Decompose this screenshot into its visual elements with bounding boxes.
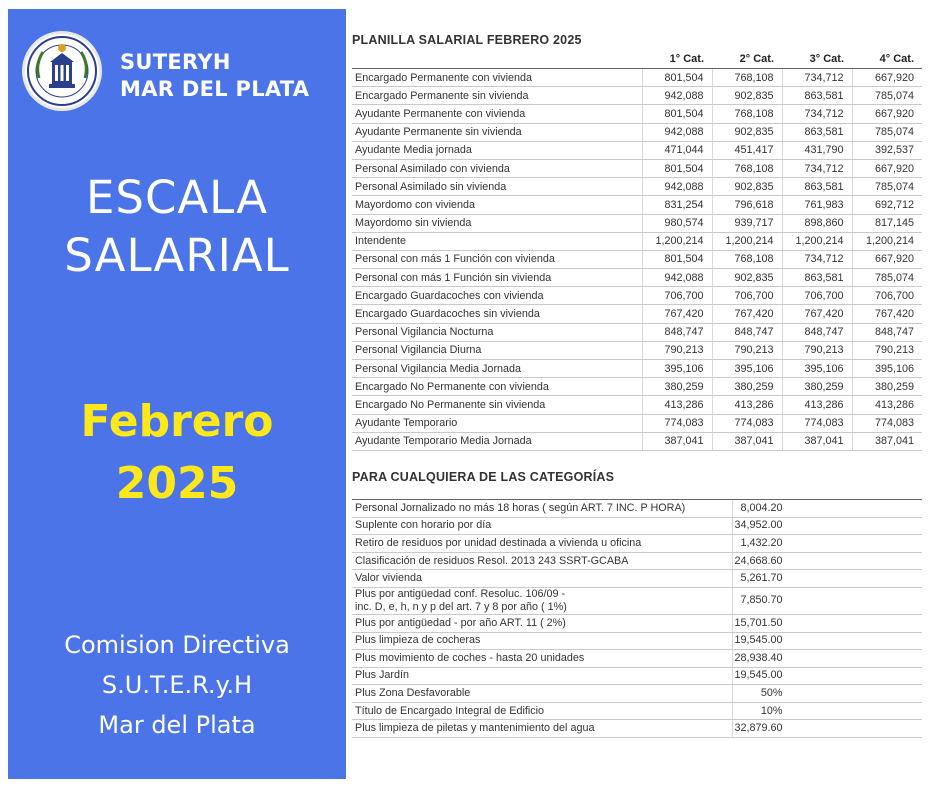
salary-cat3: 734,712 [782, 250, 852, 268]
salary-cat3: 734,712 [782, 159, 852, 177]
row-value-cell [732, 587, 922, 614]
row-value: 10% [760, 704, 783, 717]
table-row [352, 214, 922, 232]
salary-cat3: 387,041 [782, 432, 852, 450]
row-label-line: Plus limpieza de piletas y mantenimiento del agua [355, 722, 595, 735]
table-row [352, 269, 922, 287]
salary-cat1: 1,200,214 [642, 232, 712, 250]
table-row [352, 702, 922, 720]
salary-cat1: 790,213 [642, 341, 712, 359]
row-label [352, 614, 732, 632]
table-row [352, 587, 922, 614]
table-row [352, 159, 922, 177]
table-row [352, 178, 922, 196]
row-label [352, 632, 732, 650]
row-label-line: Plus por antigüedad conf. Resoluc. 106/09 - [355, 587, 566, 600]
header-blank [352, 50, 642, 69]
salary-cat2: 902,835 [712, 123, 782, 141]
row-label-line: Personal Jornalizado no más 18 horas ( según ART. 7 INC. P HORA) [355, 501, 686, 514]
row-label: Mayordomo sin vivienda [352, 214, 642, 232]
row-label: Ayudante Permanente con vivienda [352, 105, 642, 123]
period [8, 391, 346, 515]
salary-cat4: 790,213 [852, 341, 922, 359]
row-value: 28,938.40 [734, 651, 783, 664]
row-value: 19,545.00 [734, 634, 783, 647]
salary-table-title: PLANILLA SALARIAL FEBRERO 2025 [352, 33, 582, 47]
row-label-line: Plus Jardín [355, 669, 410, 682]
salary-cat2: 767,420 [712, 305, 782, 323]
row-value: 1,432.20 [740, 536, 783, 549]
table-row [352, 360, 922, 378]
general-table-title: PARA CUALQUIERA DE LAS CATEGORÍAS [352, 469, 615, 484]
commission-line3: Mar del Plata [98, 711, 256, 739]
row-value-cell [732, 650, 922, 668]
salary-cat4: 667,920 [852, 250, 922, 268]
row-label [352, 587, 732, 614]
salary-table [352, 50, 922, 451]
salary-cat1: 471,044 [642, 141, 712, 159]
salary-cat3: 767,420 [782, 305, 852, 323]
salary-cat4: 387,041 [852, 432, 922, 450]
salary-header-row [352, 50, 922, 69]
table-row [352, 432, 922, 450]
row-label: Personal Vigilancia Media Jornada [352, 360, 642, 378]
table-row [352, 685, 922, 703]
salary-cat2: 848,747 [712, 323, 782, 341]
salary-cat3: 395,106 [782, 360, 852, 378]
salary-cat1: 380,259 [642, 378, 712, 396]
table-row [352, 287, 922, 305]
salary-cat3: 380,259 [782, 378, 852, 396]
row-label-line: Plus Zona Desfavorable [355, 687, 471, 700]
salary-cat2: 706,700 [712, 287, 782, 305]
salary-cat4: 667,920 [852, 69, 922, 87]
salary-cat1: 774,083 [642, 414, 712, 432]
row-label: Ayudante Temporario [352, 414, 642, 432]
row-value: 34,952.00 [734, 519, 783, 532]
row-label [352, 720, 732, 738]
table-row [352, 552, 922, 570]
salary-cat3: 863,581 [782, 87, 852, 105]
row-value-cell [732, 552, 922, 570]
header-cat3: 3° Cat. [782, 50, 852, 69]
salary-cat2: 413,286 [712, 396, 782, 414]
salary-cat1: 848,747 [642, 323, 712, 341]
table-row [352, 396, 922, 414]
row-label-line: Plus por antigüedad - por año ART. 11 ( 2%) [355, 616, 566, 629]
row-label-line: Valor vivienda [355, 572, 423, 585]
row-label [352, 650, 732, 668]
table-row [352, 535, 922, 553]
row-label: Ayudante Media jornada [352, 141, 642, 159]
table-row [352, 141, 922, 159]
table-row [352, 250, 922, 268]
table-row [352, 87, 922, 105]
row-value-cell [732, 720, 922, 738]
salary-cat3: 863,581 [782, 178, 852, 196]
table-row [352, 123, 922, 141]
org-name [120, 49, 309, 103]
salary-cat1: 801,504 [642, 159, 712, 177]
org-name-line1: SUTERYH [120, 50, 231, 74]
row-label [352, 517, 732, 535]
row-value-cell [732, 667, 922, 685]
salary-cat1: 942,088 [642, 87, 712, 105]
salary-cat4: 395,106 [852, 360, 922, 378]
row-label: Encargado Permanente con vivienda [352, 69, 642, 87]
salary-cat1: 413,286 [642, 396, 712, 414]
general-table-body [352, 499, 922, 737]
row-label: Personal con más 1 Función con vivienda [352, 250, 642, 268]
row-value: 15,701.50 [734, 616, 783, 629]
salary-cat4: 1,200,214 [852, 232, 922, 250]
salary-cat2: 796,618 [712, 196, 782, 214]
table-row [352, 69, 922, 87]
row-value: 7,850.70 [740, 594, 783, 607]
row-value: 24,668.60 [734, 554, 783, 567]
row-label: Ayudante Permanente sin vivienda [352, 123, 642, 141]
header-cat2: 2° Cat. [712, 50, 782, 69]
commission-line1: Comision Directiva [64, 631, 290, 659]
salary-cat1: 387,041 [642, 432, 712, 450]
salary-cat3: 863,581 [782, 123, 852, 141]
org-name-line2: MAR DEL PLATA [120, 77, 310, 101]
row-value: 19,545.00 [734, 669, 783, 682]
period-month: Febrero [80, 396, 274, 447]
row-label-line: Retiro de residuos por unidad destinada a vivienda u oficina [355, 536, 642, 549]
salary-cat2: 768,108 [712, 69, 782, 87]
salary-cat3: 734,712 [782, 105, 852, 123]
row-value-cell [732, 517, 922, 535]
table-row [352, 196, 922, 214]
header-cat4: 4° Cat. [852, 50, 922, 69]
salary-cat3: 706,700 [782, 287, 852, 305]
salary-cat2: 902,835 [712, 269, 782, 287]
row-label-line: Suplente con horario por día [355, 519, 492, 532]
tables-area [352, 30, 927, 738]
salary-cat3: 1,200,214 [782, 232, 852, 250]
salary-cat1: 801,504 [642, 69, 712, 87]
row-value: 32,879.60 [734, 722, 783, 735]
row-label-line: inc. D, e, h, n y p del art. 7 y 8 por año ( 1%) [355, 600, 567, 613]
row-label-line: Clasificación de residuos Resol. 2013 243 SSRT-GCABA [355, 554, 629, 567]
row-label: Encargado No Permanente con vivienda [352, 378, 642, 396]
salary-cat3: 761,983 [782, 196, 852, 214]
row-value-cell [732, 685, 922, 703]
table-row [352, 341, 922, 359]
salary-cat3: 431,790 [782, 141, 852, 159]
period-year: 2025 [115, 458, 239, 509]
table-row [352, 305, 922, 323]
salary-cat4: 413,286 [852, 396, 922, 414]
row-value-cell [732, 570, 922, 588]
union-logo [22, 31, 102, 111]
salary-cat4: 692,712 [852, 196, 922, 214]
row-label: Personal con más 1 Función sin vivienda [352, 269, 642, 287]
row-label: Personal Asimilado con vivienda [352, 159, 642, 177]
salary-cat4: 817,145 [852, 214, 922, 232]
salary-cat2: 768,108 [712, 250, 782, 268]
header-cat1: 1° Cat. [642, 50, 712, 69]
row-label: Encargado Guardacoches sin vivienda [352, 305, 642, 323]
row-value-cell [732, 632, 922, 650]
salary-cat4: 785,074 [852, 178, 922, 196]
salary-cat3: 413,286 [782, 396, 852, 414]
table-row [352, 614, 922, 632]
row-label [352, 685, 732, 703]
salary-cat4: 706,700 [852, 287, 922, 305]
salary-cat2: 774,083 [712, 414, 782, 432]
table-row [352, 650, 922, 668]
row-value: 5,261.70 [740, 572, 783, 585]
salary-cat2: 451,417 [712, 141, 782, 159]
salary-cat2: 768,108 [712, 159, 782, 177]
row-label: Personal Asimilado sin vivienda [352, 178, 642, 196]
salary-cat4: 785,074 [852, 87, 922, 105]
row-value-cell [732, 614, 922, 632]
row-label [352, 702, 732, 720]
row-label: Personal Vigilancia Diurna [352, 341, 642, 359]
row-label [352, 570, 732, 588]
row-label [352, 552, 732, 570]
left-panel [8, 9, 346, 779]
salary-cat2: 1,200,214 [712, 232, 782, 250]
row-value-cell [732, 499, 922, 517]
table-row [352, 632, 922, 650]
salary-cat4: 380,259 [852, 378, 922, 396]
salary-cat4: 667,920 [852, 105, 922, 123]
row-label: Ayudante Temporario Media Jornada [352, 432, 642, 450]
row-label-line: Título de Encargado Integral de Edificio [355, 704, 545, 717]
salary-cat1: 801,504 [642, 105, 712, 123]
salary-cat1: 980,574 [642, 214, 712, 232]
table-row [352, 667, 922, 685]
salary-cat4: 667,920 [852, 159, 922, 177]
salary-cat1: 831,254 [642, 196, 712, 214]
row-label [352, 667, 732, 685]
table-row [352, 323, 922, 341]
table-row [352, 105, 922, 123]
salary-cat2: 380,259 [712, 378, 782, 396]
row-value-cell [732, 535, 922, 553]
table-row [352, 232, 922, 250]
row-label [352, 535, 732, 553]
row-label: Encargado Permanente sin vivienda [352, 87, 642, 105]
salary-cat3: 848,747 [782, 323, 852, 341]
salary-cat2: 395,106 [712, 360, 782, 378]
salary-cat2: 790,213 [712, 341, 782, 359]
salary-table-body [352, 69, 922, 451]
row-label: Intendente [352, 232, 642, 250]
table-row [352, 720, 922, 738]
table-row [352, 414, 922, 432]
salary-cat4: 848,747 [852, 323, 922, 341]
row-label [352, 499, 732, 517]
salary-cat1: 942,088 [642, 178, 712, 196]
table-row [352, 378, 922, 396]
row-label: Personal Vigilancia Nocturna [352, 323, 642, 341]
salary-cat1: 942,088 [642, 269, 712, 287]
salary-cat2: 768,108 [712, 105, 782, 123]
title-line1: ESCALA [85, 171, 269, 224]
table-row [352, 570, 922, 588]
salary-cat4: 392,537 [852, 141, 922, 159]
salary-cat3: 734,712 [782, 69, 852, 87]
salary-cat3: 863,581 [782, 269, 852, 287]
row-label-line: Plus movimiento de coches - hasta 20 unidades [355, 651, 585, 664]
salary-cat1: 706,700 [642, 287, 712, 305]
table-row [352, 499, 922, 517]
row-label: Mayordomo con vivienda [352, 196, 642, 214]
salary-cat4: 785,074 [852, 123, 922, 141]
row-value: 8,004.20 [740, 501, 783, 514]
salary-cat3: 790,213 [782, 341, 852, 359]
title-line2: SALARIAL [64, 229, 290, 282]
union-logo-emblem [25, 34, 99, 108]
salary-cat4: 785,074 [852, 269, 922, 287]
salary-cat1: 942,088 [642, 123, 712, 141]
row-label: Encargado Guardacoches con vivienda [352, 287, 642, 305]
salary-cat3: 898,860 [782, 214, 852, 232]
salary-cat2: 387,041 [712, 432, 782, 450]
salary-cat2: 902,835 [712, 87, 782, 105]
salary-cat2: 902,835 [712, 178, 782, 196]
salary-cat1: 395,106 [642, 360, 712, 378]
salary-cat3: 774,083 [782, 414, 852, 432]
page-title [8, 169, 346, 285]
row-value-cell [732, 702, 922, 720]
salary-cat2: 939,717 [712, 214, 782, 232]
commission-line2: S.U.T.E.R.y.H [101, 671, 253, 699]
table-row [352, 517, 922, 535]
commission-signature [8, 625, 346, 745]
salary-cat1: 767,420 [642, 305, 712, 323]
row-label-line: Plus limpieza de cocheras [355, 634, 481, 647]
row-value: 50% [760, 687, 783, 700]
general-table [352, 499, 922, 738]
salary-cat1: 801,504 [642, 250, 712, 268]
salary-cat4: 774,083 [852, 414, 922, 432]
salary-cat4: 767,420 [852, 305, 922, 323]
row-label: Encargado No Permanente sin vivienda [352, 396, 642, 414]
